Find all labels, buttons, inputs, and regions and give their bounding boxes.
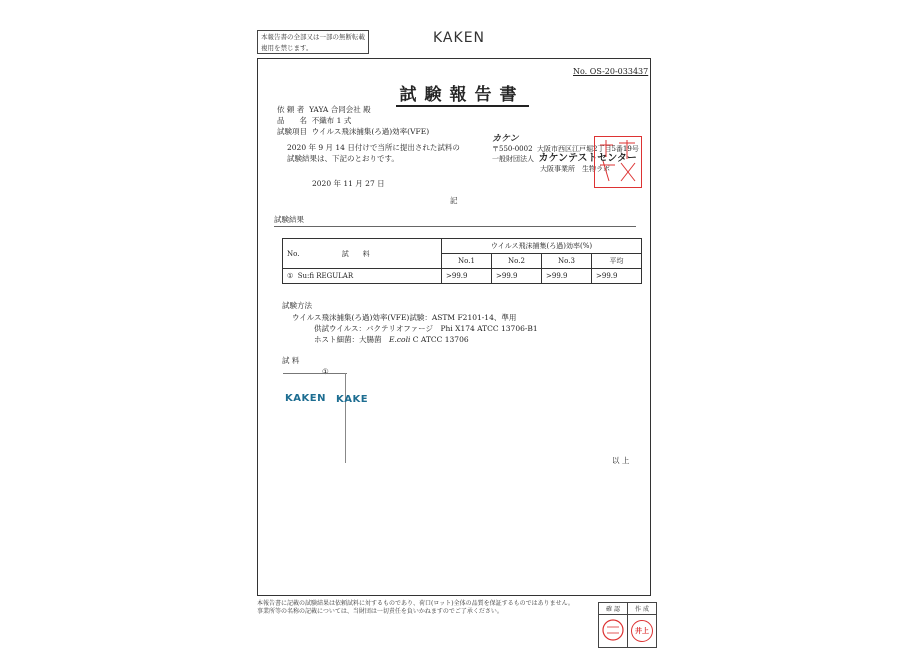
sample-marker: ① — [322, 367, 329, 376]
results-divider — [274, 226, 636, 227]
client-name: YAYA 合同会社 殿 — [309, 105, 371, 114]
intro-line-2: 試験結果は、下記のとおりです。 — [287, 154, 399, 163]
header-no-sample — [283, 239, 442, 269]
intro-line-1: 2020 年 9 月 14 日付けで当所に提出された試料の — [287, 143, 460, 152]
subheader-avg: 平均 — [592, 254, 642, 269]
kaken-logo: KAKEN — [433, 30, 486, 46]
test-item-label: 試験項目 — [277, 127, 307, 136]
test-item-value: ウイルス飛沫捕集(ろ過)効率(VFE) — [311, 127, 430, 136]
row-sample: Su:fi REGULAR — [297, 272, 354, 280]
issuer-org-type: 一般財団法人 — [492, 155, 534, 163]
method-line-3-italic: E.coli — [389, 335, 411, 344]
sample-label: 試 料 — [282, 356, 300, 365]
col-sample: 試 料 — [341, 249, 370, 258]
results-table — [282, 238, 642, 284]
subheader-3: No.3 — [542, 254, 592, 269]
create-seal: 井上 — [631, 620, 653, 642]
sample-swatch-frame — [283, 373, 347, 464]
sample-swatch-text-1: KAKEN — [285, 393, 326, 404]
report-date: 2020 年 11 月 27 日 — [312, 179, 385, 188]
issuer-branch: 大阪事業所 生物ラボ — [540, 165, 610, 173]
stamp-confirm-label: 確 認 — [599, 603, 628, 615]
issuer-postal: 〒550-0002 — [492, 145, 533, 153]
issuer-seal — [594, 136, 642, 188]
sample-swatch-text-2: KAKE — [336, 394, 369, 405]
sample-cell — [283, 269, 442, 284]
client-block — [277, 104, 429, 137]
method-line-2: 供試ウイルス：バクテリオファージ Phi X174 ATCC 13706-B1 — [314, 324, 538, 333]
stamp-create-cell — [628, 615, 657, 648]
ki-mark: 記 — [450, 196, 458, 205]
method-line-3 — [292, 334, 538, 345]
report-number: No. OS-20-033437 — [573, 67, 649, 76]
subheader-2: No.2 — [492, 254, 542, 269]
issuer-name: カケンテストセンター — [538, 153, 637, 164]
copy-notice-text: 本報告書の全部又は一部の無断転載複用を禁じます。 — [261, 33, 365, 52]
row-no: ① — [287, 272, 294, 280]
method-label: 試験方法 — [282, 301, 312, 310]
footer-line-2: 事業所等の名称の記載については、当財団は一切責任を負いかねますのでご了承ください。 — [257, 608, 503, 615]
confirm-seal-icon — [601, 618, 625, 642]
method-line-3-prefix: ホスト細菌：大腸菌 — [314, 335, 389, 344]
closing-mark: 以 上 — [612, 456, 630, 465]
subheader-1: No.1 — [442, 254, 492, 269]
value-2: >99.9 — [492, 269, 542, 284]
sample-swatch-edge — [345, 373, 346, 463]
issuer-logo: カケン — [492, 134, 519, 144]
method-block — [292, 312, 538, 345]
table-header-row — [283, 239, 642, 254]
approval-stamps — [598, 602, 657, 648]
value-3: >99.9 — [542, 269, 592, 284]
report-title: 試験報告書 — [0, 80, 924, 105]
stamp-create-label: 作 成 — [628, 603, 657, 615]
intro-text — [287, 142, 460, 164]
item-value: 不織布 1 式 — [311, 116, 352, 125]
value-1: >99.9 — [442, 269, 492, 284]
issuer-address: 大阪市西区江戸堀2丁目5番19号 — [537, 145, 639, 153]
item-label: 品 名 — [277, 116, 307, 125]
stamp-confirm-cell — [599, 615, 628, 648]
method-line-3-suffix: C ATCC 13706 — [410, 335, 469, 344]
copy-notice — [257, 30, 369, 54]
client-label: 依 頼 者 — [277, 105, 305, 114]
results-label: 試験結果 — [274, 215, 304, 224]
method-line-1: ウイルス飛沫捕集(ろ過)効率(VFE)試験：ASTM F2101-14、準用 — [292, 313, 517, 322]
table-row — [283, 269, 642, 284]
footer-line-1: 本報告書に記載の試験結果は依頼試料に対するものであり、荷口(ロット)全体の品質を保証するものではありません。 — [257, 600, 574, 607]
value-avg: >99.9 — [592, 269, 642, 284]
footer-note — [257, 600, 587, 616]
issuer-seal-icon — [595, 137, 641, 187]
header-group: ウイルス飛沫捕集(ろ過)効率(%) — [442, 239, 642, 254]
col-no: No. — [287, 249, 300, 258]
